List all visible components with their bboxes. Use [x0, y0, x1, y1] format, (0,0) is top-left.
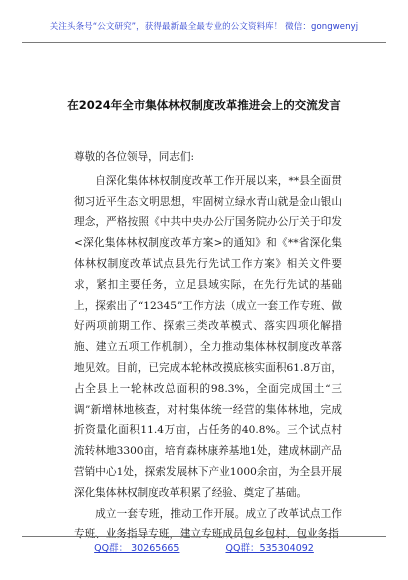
body-paragraph-1: 自深化集体林权制度改革工作开展以来，**县全面贯彻习近平生态文明思想，牢固树立绿水青山就是金山银山理念，严格按照《中共中央办公厅国务院办公厅关于印发<深化集体林权制度改革方案>的通知》和《**省深化集体林权制度改革试点县先行先试工作方案》相关文件要求，紧扣主要任务，立足县域实际，在先行先试的基础上，探索出了“12345”工作方法（成立一套工作专班、做好两项前期工作、探索三类改革模式、落实四项化解措施、建立五项工作机制），全力推动集体林权制度改革落地见效。目前，已完成本轮林改摸底核实面积61.8万亩，占全县上一轮林改总面积的98.3%，全面完成国土“三调”新增林地核查，对村集体统一经营的集体林地，完成折资量化面积11.4万亩，占任务的40.8%。三个试点村流转林地3300亩，培育森林康养基地1处，建成林副产品营销中心1处，探索发展林下产业1000余亩，为全县开展深化集体林权制度改革积累了经验、奠定了基础。	[74, 174, 342, 499]
document-body	[74, 147, 342, 545]
header-divider	[22, 42, 386, 43]
body-paragraph-2: 成立一套专班，推动工作开展。成立了改革试点工作专班、业务指导专班，建立专班成员包乡包村、包业务指	[74, 507, 342, 541]
footer-contacts	[0, 540, 408, 554]
footer-qq-group-1: QQ群： 30265665	[94, 543, 180, 554]
document-title: 在2024年全市集体林权制度改革推进会上的交流发言	[67, 98, 341, 112]
footer-qq-group-2: QQ群：535304092	[225, 543, 314, 554]
footer-divider	[22, 536, 386, 537]
header-note: 关注头条号“公文研究”，获得最新最全最专业的公文资料库！ 微信：gongwenyj	[49, 22, 359, 32]
salutation: 尊敬的各位领导，同志们:	[74, 151, 195, 163]
